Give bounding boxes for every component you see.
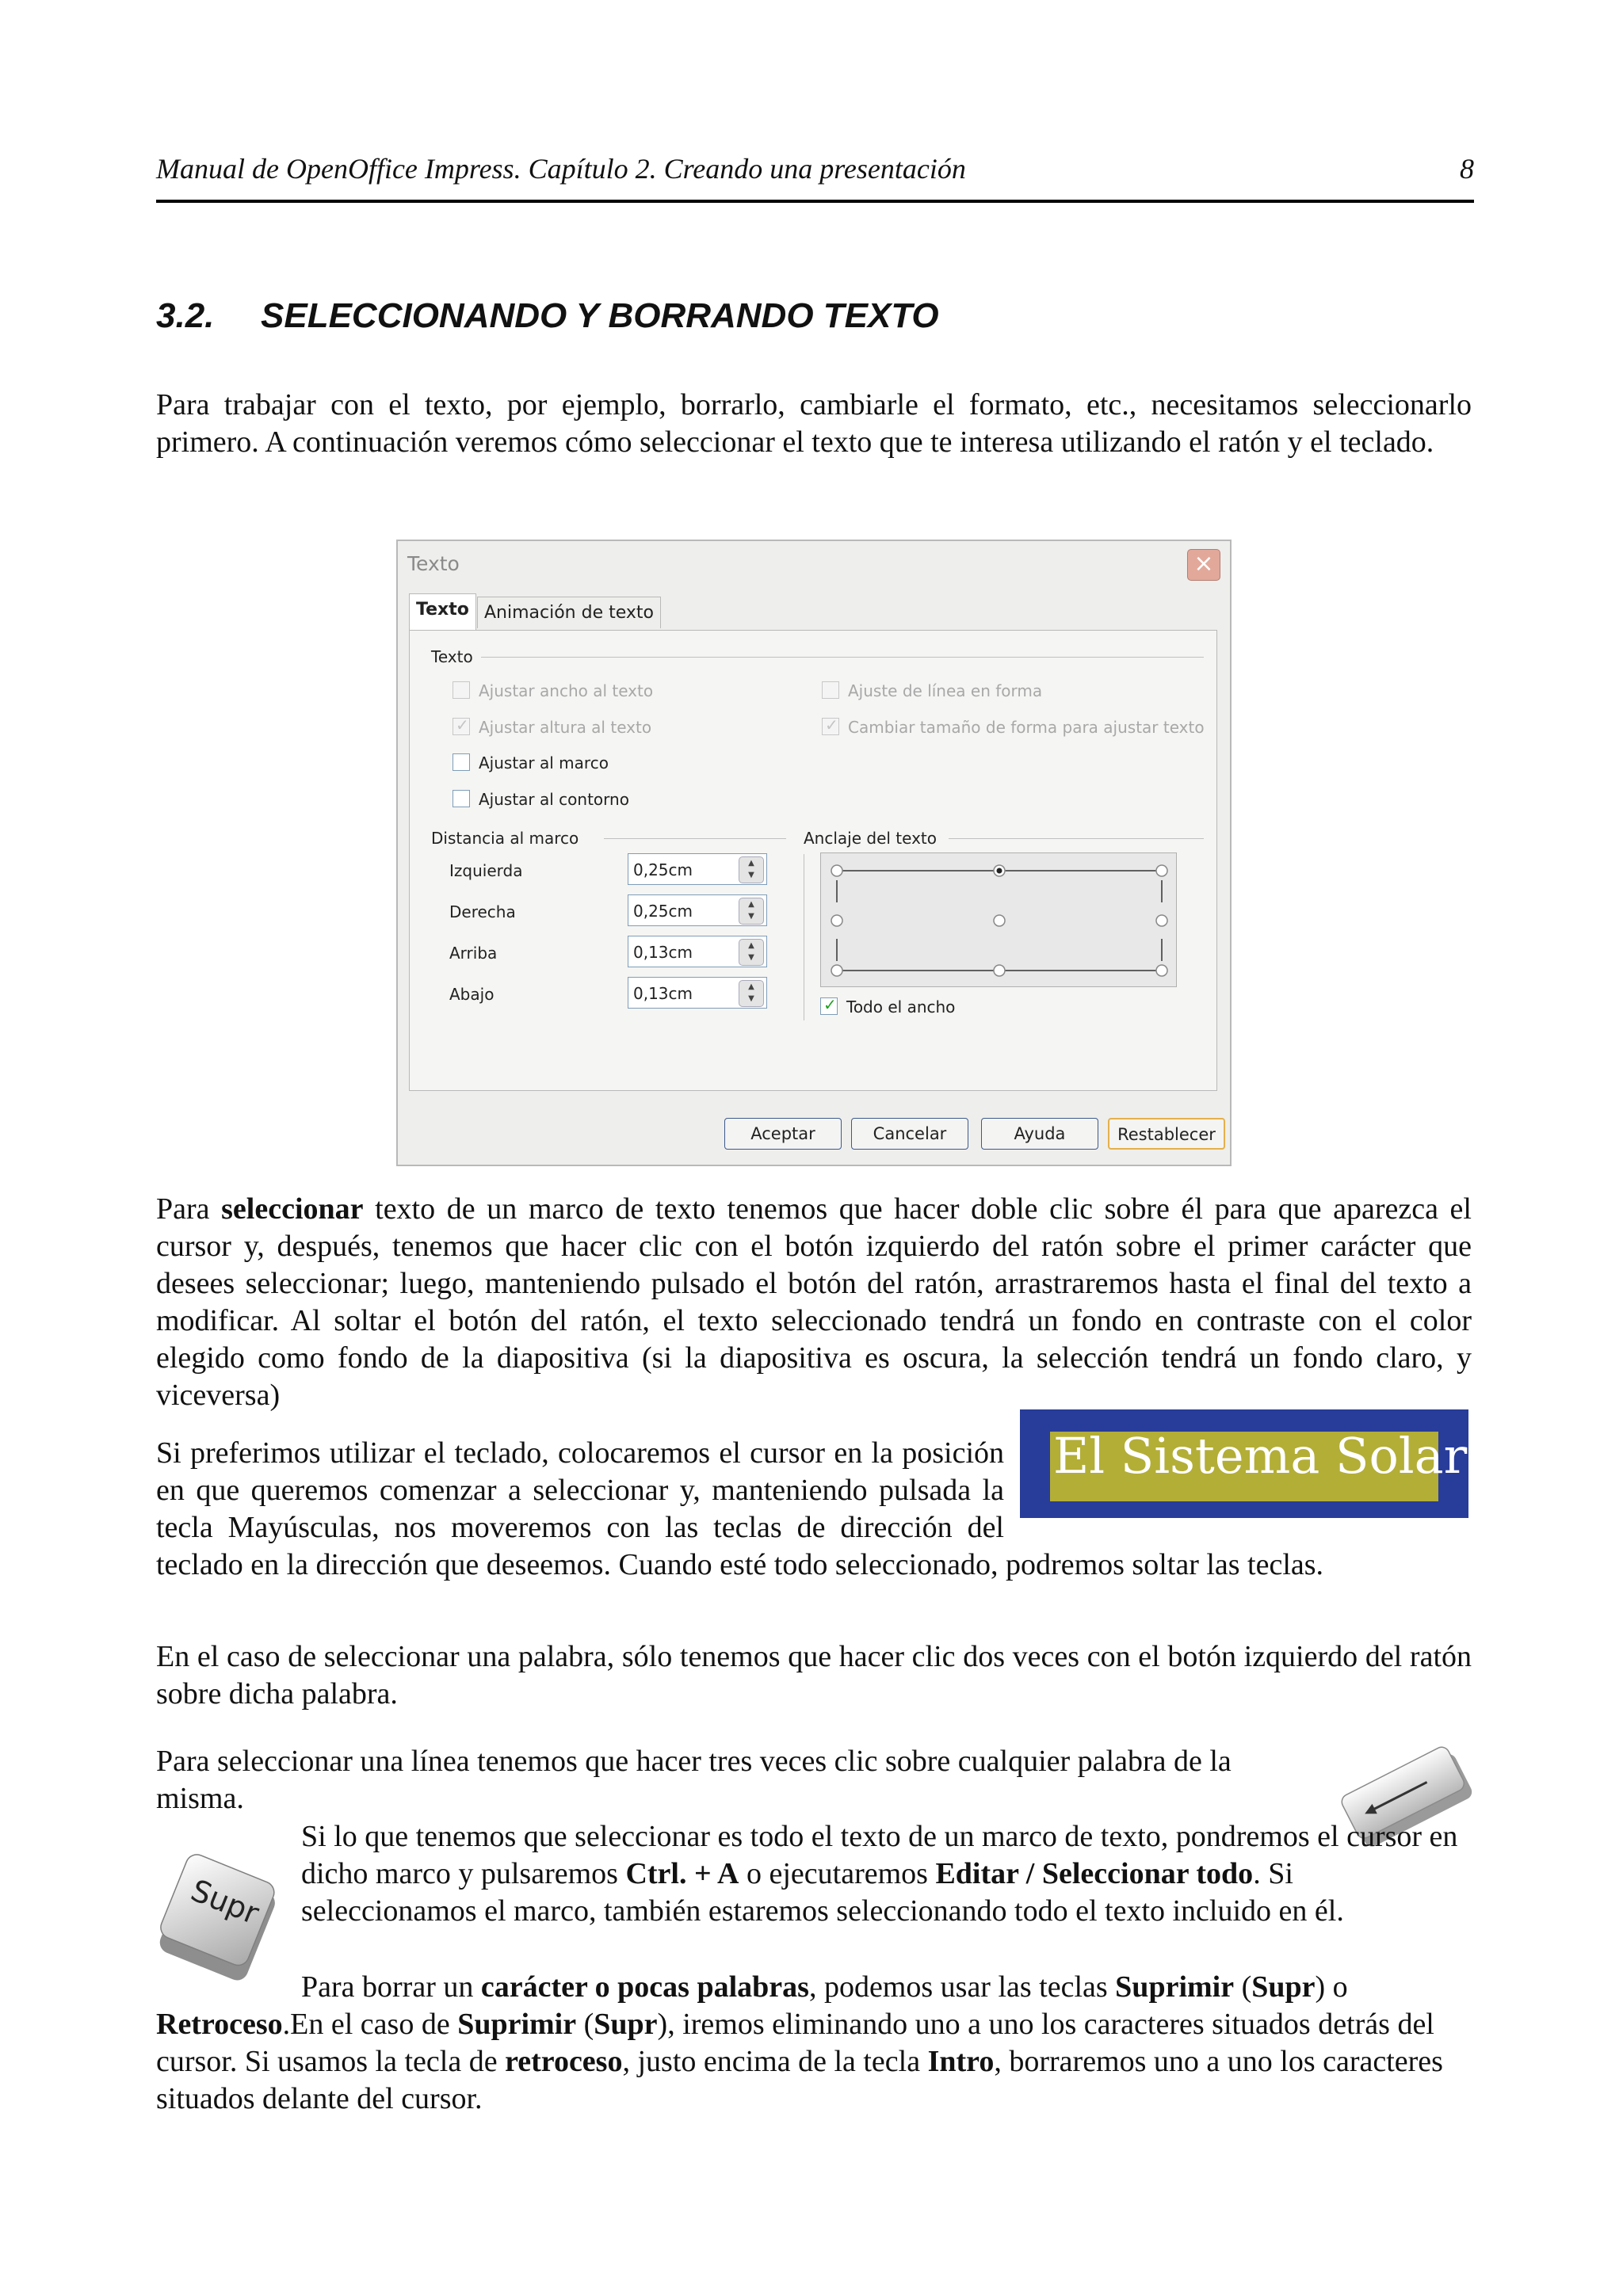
spinner-arrows-icon[interactable]: ▲ ▼: [739, 898, 764, 925]
bold-run: Editar / Seleccionar todo: [935, 1857, 1254, 1890]
bold-run: Ctrl. + A: [625, 1857, 739, 1890]
text-run: , borraremos uno a uno los caracteres situados delante del cursor.: [156, 2045, 1443, 2115]
label-cambiar-tamano: Cambiar tamaño de forma para ajustar texto: [848, 718, 1205, 737]
bold-run: Suprimir: [1115, 1970, 1235, 2004]
abajo-value: 0,13cm: [633, 984, 693, 1003]
select-all-paragraph: [301, 1818, 1472, 1930]
izquierda-spinner[interactable]: [628, 853, 767, 885]
keyboard-selection-paragraph: [156, 1435, 1472, 1584]
label-ajustar-contorno: Ajustar al contorno: [479, 790, 629, 809]
text-run: texto de un marco de texto tenemos que hacer doble clic sobre él para que aparezca el cursor y, después, tenemos que hacer clic con el botón izquierdo del ratón sobre el primer carácter que desees seleccionar; luego, manteniendo pulsado el botón del ratón, arrastraremos hasta el final del texto a modificar. Al soltar el botón del ratón, el texto seleccionado tendrá un fondo en contraste con el color elegido como fondo de la diapositiva (si la diapositiva es oscura, la selección tendrá un fondo claro, y viceversa): [156, 1192, 1472, 1412]
checkbox-todo-el-ancho[interactable]: [820, 997, 838, 1015]
float-spacer: [1004, 1435, 1472, 1528]
text-run: ), iremos eliminando uno a uno los caracteres situados detrás del cursor. Si usamos la tecla de: [156, 2008, 1434, 2078]
checkbox-ajustar-altura[interactable]: [453, 715, 470, 735]
bold-run: Intro: [927, 2045, 995, 2078]
anchor-selector[interactable]: [820, 852, 1177, 987]
label-ajustar-altura: Ajustar altura al texto: [479, 718, 652, 737]
dialog-title: Texto: [407, 552, 460, 575]
text-run: (: [1234, 1970, 1252, 2004]
restablecer-button[interactable]: Restablecer: [1108, 1118, 1225, 1150]
label-todo-el-ancho: Todo el ancho: [846, 997, 956, 1016]
section-heading: [156, 296, 939, 336]
aceptar-button[interactable]: Aceptar: [724, 1118, 842, 1150]
check-icon: ✓: [823, 995, 837, 1014]
text-run: Si lo que tenemos que seleccionar es todo el texto de un marco de texto, pondremos el cursor en dicho marco y pulsaremos: [301, 1820, 1458, 1890]
bold-run: Retroceso: [156, 2008, 283, 2041]
spinner-arrows-icon[interactable]: ▲ ▼: [739, 856, 764, 883]
bold-run: Suprimir: [457, 2008, 577, 2041]
bold-run: seleccionar: [221, 1192, 364, 1226]
bold-run: retroceso: [505, 2045, 623, 2078]
page-header: [156, 152, 1474, 203]
checkbox-ajuste-linea[interactable]: [822, 681, 839, 699]
section-number: 3.2.: [156, 296, 215, 335]
checkbox-cambiar-tamano[interactable]: [822, 715, 839, 735]
bold-run: Supr: [594, 2008, 658, 2041]
text-run: , podemos usar las teclas: [808, 1970, 1116, 2004]
line-selection-paragraph: Para seleccionar una línea tenemos que hacer tres veces clic sobre cualquier palabra de la misma.: [156, 1745, 1232, 1815]
section-title: SELECCIONANDO Y BORRANDO TEXTO: [261, 296, 939, 335]
text-run: o ejecutaremos: [739, 1857, 936, 1890]
bold-run: Supr: [1251, 1970, 1316, 2004]
group-divider: [481, 657, 1204, 658]
izquierda-value: 0,25cm: [633, 860, 693, 879]
text-run: , justo encima de la tecla: [622, 2045, 928, 2078]
spinner-arrows-icon[interactable]: ▲ ▼: [739, 939, 764, 966]
group-divider: [949, 838, 1204, 839]
anchor-grid: [821, 853, 1178, 988]
close-icon[interactable]: ×: [1187, 549, 1220, 581]
label-ajuste-linea: Ajuste de línea en forma: [848, 681, 1043, 700]
text-run: ) o: [1315, 1970, 1348, 2004]
page-number: 8: [1460, 153, 1474, 185]
label-ajustar-ancho: Ajustar ancho al texto: [479, 681, 654, 700]
label-derecha: Derecha: [449, 902, 516, 921]
text-run: Para borrar un: [301, 1970, 481, 2004]
group-label-distancia: Distancia al marco: [431, 829, 579, 848]
arriba-spinner[interactable]: [628, 936, 767, 967]
supr-key-label: Supr: [185, 1872, 264, 1932]
label-abajo: Abajo: [449, 985, 495, 1004]
example-text: El Sistema Solar: [1053, 1427, 1468, 1485]
label-ajustar-marco: Ajustar al marco: [479, 753, 609, 772]
text-run: . Si seleccionamos el marco, también estaremos seleccionando todo el texto incluido en él.: [301, 1857, 1344, 1928]
check-icon: ✓: [456, 715, 469, 734]
text-run: Si preferimos utilizar el teclado, colocaremos el cursor en la posición en que queremos comenzar a seleccionar y, manteniendo pulsada la tecla Mayúsculas, nos moveremos con las teclas de dirección del teclado en la dirección que deseemos. Cuando esté todo seleccionado, podremos soltar las teclas.: [156, 1436, 1324, 1581]
text-run: .En el caso de: [282, 2008, 458, 2041]
tab-panel: [409, 630, 1217, 1091]
text-run: Para: [156, 1192, 222, 1226]
delete-paragraph: [156, 1969, 1472, 2118]
cancelar-button[interactable]: Cancelar: [851, 1118, 968, 1150]
supr-key-icon: [155, 1852, 282, 1983]
label-izquierda: Izquierda: [449, 861, 523, 880]
label-arriba: Arriba: [449, 944, 498, 963]
text-dialog: [396, 540, 1232, 1166]
derecha-spinner[interactable]: [628, 894, 767, 926]
arriba-value: 0,13cm: [633, 943, 693, 962]
check-icon: ✓: [825, 715, 838, 734]
ayuda-button[interactable]: Ayuda: [981, 1118, 1098, 1150]
checkbox-ajustar-marco[interactable]: [453, 753, 470, 771]
intro-paragraph: Para trabajar con el texto, por ejemplo, borrarlo, cambiarle el formato, etc., necesitamos seleccionarlo primero. A continuación veremos cómo seleccionar el texto que te interesa utilizando el ratón y el teclado.: [156, 388, 1472, 459]
bold-run: carácter o pocas palabras: [480, 1970, 809, 2004]
header-title: Manual de OpenOffice Impress. Capítulo 2. Creando una presentación: [156, 153, 966, 185]
tab-texto[interactable]: Texto: [409, 593, 476, 630]
tab-animacion[interactable]: Animación de texto: [477, 597, 661, 628]
checkbox-ajustar-contorno[interactable]: [453, 790, 470, 807]
group-label-anclaje: Anclaje del texto: [804, 829, 938, 848]
checkbox-ajustar-ancho[interactable]: [453, 681, 470, 699]
abajo-spinner[interactable]: [628, 977, 767, 1009]
group-divider: [604, 838, 786, 839]
derecha-value: 0,25cm: [633, 902, 693, 921]
word-selection-paragraph: En el caso de seleccionar una palabra, sólo tenemos que hacer clic dos veces con el botón izquierdo del ratón sobre dicha palabra.: [156, 1640, 1472, 1711]
mouse-selection-paragraph: [156, 1191, 1472, 1414]
group-label-texto: Texto: [431, 647, 473, 666]
text-run: (: [576, 2008, 594, 2041]
spinner-arrows-icon[interactable]: ▲ ▼: [739, 980, 764, 1007]
